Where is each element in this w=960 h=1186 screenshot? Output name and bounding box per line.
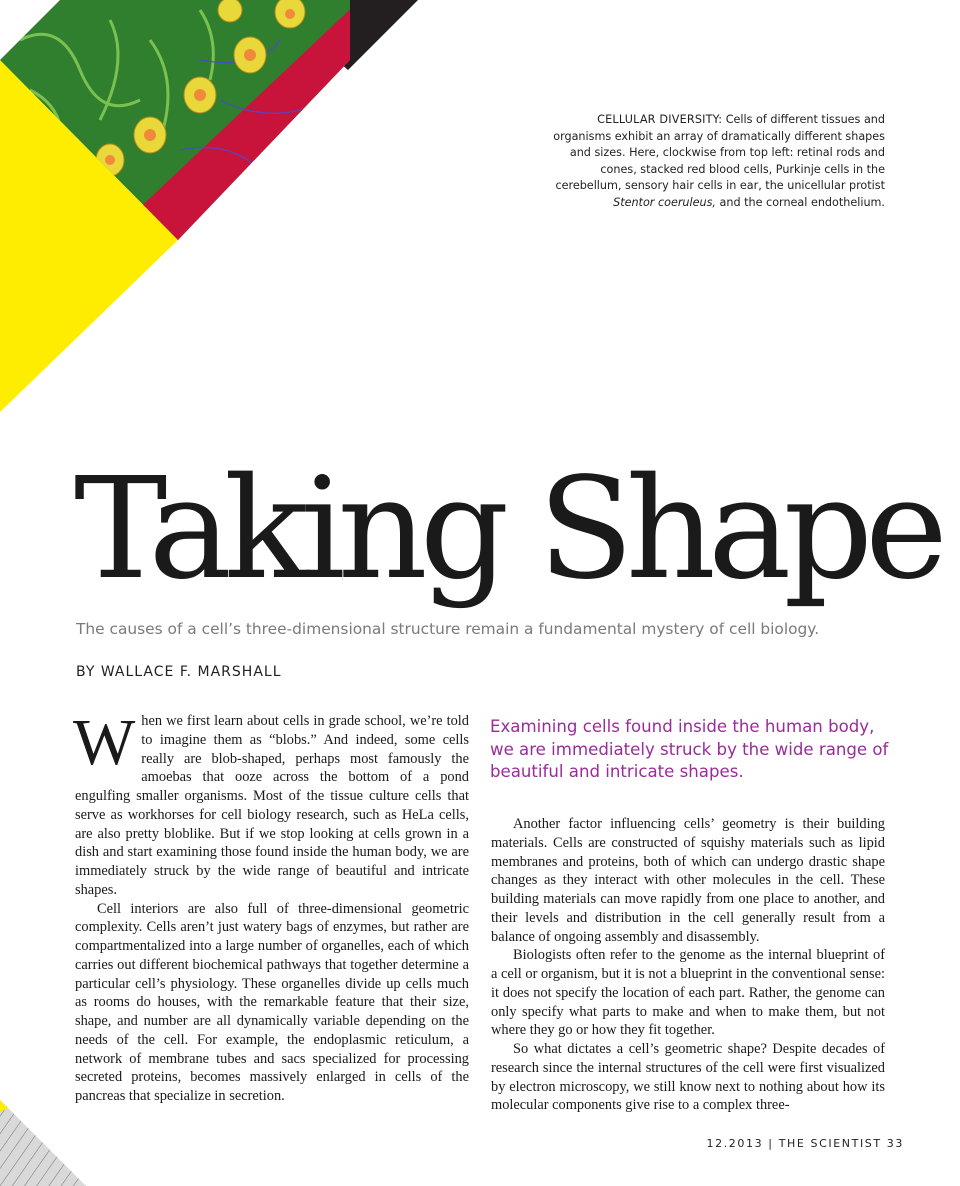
page-folio: 12.2013 | THE SCIENTIST 33 — [706, 1137, 904, 1150]
body-column-left — [73, 706, 469, 1106]
pull-quote: Examining cells found inside the human body, we are immediately struck by the wide range of beautiful and intricate shapes. — [490, 717, 889, 781]
article-byline: BY WALLACE F. MARSHALL — [76, 664, 282, 680]
body-paragraph: Biologists often refer to the genome as the internal blueprint of a cell or organism, but it is not a blueprint in the conventional sense: it does not specify the location of each part. Rather, the genome can only specify what parts to make and when to make them, but not where they go or how they fit together. — [491, 947, 885, 1039]
caption-species: Stentor coeruleus, — [613, 195, 716, 209]
paragraph-text: hen we first learn about cells in grade school, we’re told to imagine them as “blobs.” And indeed, some cells really are blob-shaped, perhaps most famously the amoebas that ooze across the bottom of a pond engulfing smaller organisms. Most of the tissue culture cells that serve as workhorses for cell biology research, such as HeLa cells, are also pretty bloblike. But if we stop looking at cells grown in a dish and start examining those found inside the human body, we are immediately struck by the wide range of beautiful and intricate shapes. — [75, 713, 469, 898]
drop-cap: W — [73, 706, 136, 779]
caption-tail: and the corneal endothelium. — [715, 195, 885, 209]
article-subtitle: The causes of a cell’s three-dimensional structure remain a fundamental mystery of cell biology. — [76, 620, 820, 638]
body-paragraph — [73, 706, 469, 900]
caption-text: Cells of different tissues and organisms exhibit an array of dramatically different shapes and sizes. Here, clockwise from top left: retinal rods and cones, stacked red blood cells, Purkinje cells in the cerebellum, sensory hair cells in ear, the unicellular protist — [553, 113, 885, 193]
body-column-right — [491, 815, 885, 1115]
article-title: Taking Shape — [74, 448, 940, 611]
caption-label: CELLULAR DIVERSITY: — [597, 113, 723, 126]
body-paragraph: Another factor influencing cells’ geometry is their building materials. Cells are constructed of squishy materials such as lipid membranes and proteins, both of which can undergo drastic shape changes as they interact with other molecules in the cell. These building materials can move rapidly from one place to another, and their levels and distribution in the cell generally result from a balance of ongoing assembly and disassembly. — [491, 816, 885, 945]
body-paragraph: Cell interiors are also full of three-dimensional geometric complexity. Cells aren’t just watery bags of enzymes, but rather are compartmentalized into a large number of organelles, each of which carries out different biochemical pathways that together determine a particular cell’s physiology. These organelles divide up cells much as rooms do houses, with the remarkable feature that their size, shape, and number are all dynamically variable depending on the needs of the cell. For example, the endoplasmic reticulum, a network of membrane tubes and sacs specialized for processing secreted proteins, becomes massively enlarged in cells of the pancreas that specialize in secretion. — [75, 900, 469, 1104]
body-paragraph: So what dictates a cell’s geometric shape? Despite decades of research since the internal structures of the cell were first visualized by electron microscopy, we still know next to nothing about how its molecular components give rise to a complex three- — [491, 1041, 885, 1114]
image-caption — [540, 112, 885, 212]
